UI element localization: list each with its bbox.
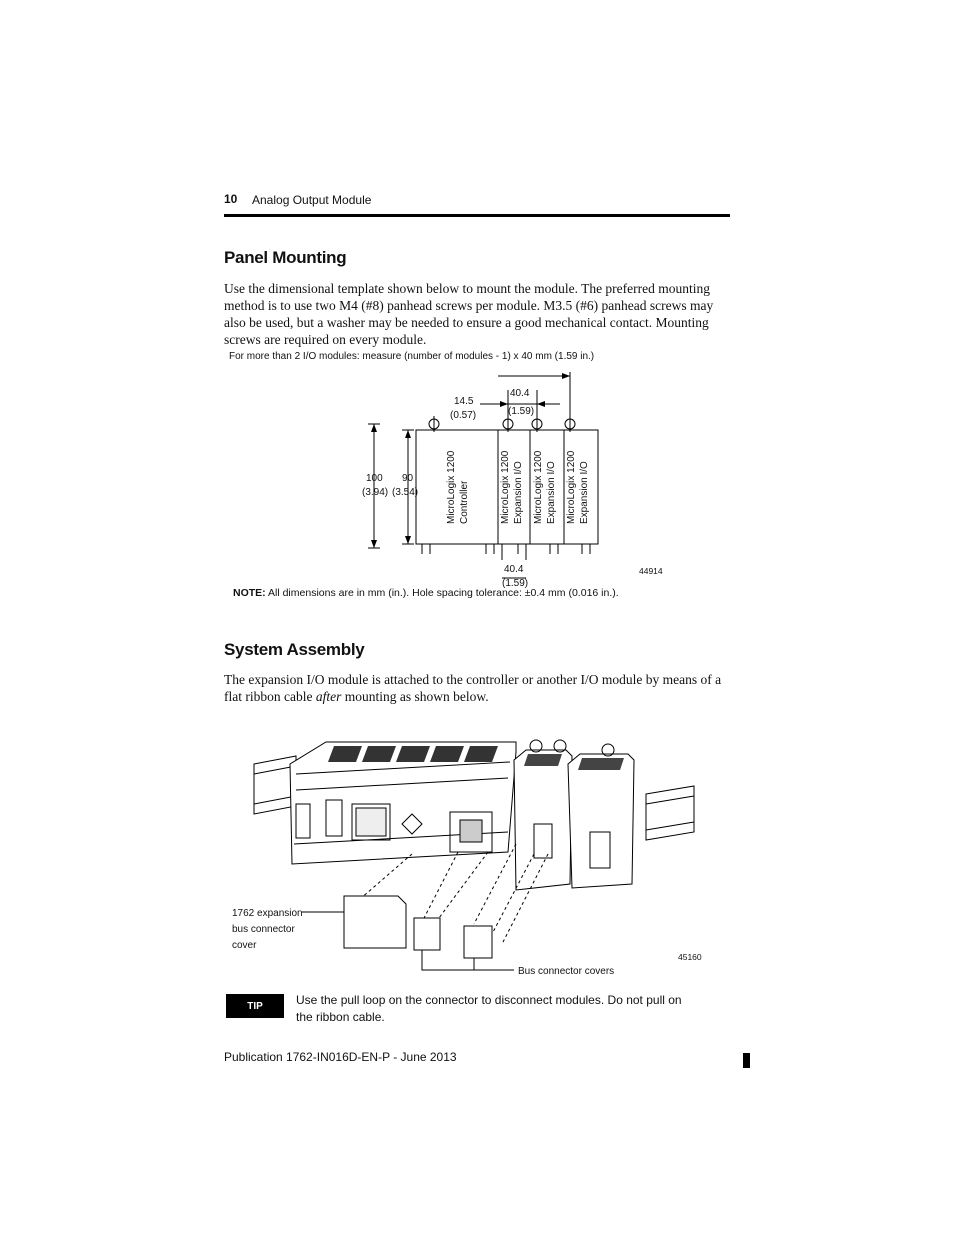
outer-height-dimension: 100 bbox=[366, 473, 383, 484]
module-label: MicroLogix 1200 bbox=[446, 450, 457, 524]
system-assembly-paragraph: The expansion I/O module is attached to the controller or another I/O module by means of a flat ribbon cable after mounting as shown below. bbox=[224, 672, 722, 704]
bus-connector-cover bbox=[414, 918, 440, 950]
page-edge-marker bbox=[743, 1053, 750, 1068]
controller-outline bbox=[416, 430, 498, 544]
dimension-note bbox=[233, 587, 619, 599]
tip-text: Use the pull loop on the connector to disconnect modules. Do not pull on the ribbon cable. bbox=[296, 993, 682, 1024]
cover-label-line3: cover bbox=[232, 940, 257, 951]
note-label: NOTE: bbox=[233, 587, 266, 599]
bottom-spacing-dimension: 40.4 bbox=[504, 564, 524, 575]
bus-connector-cover bbox=[464, 926, 492, 958]
module-label: MicroLogix 1200 bbox=[533, 450, 544, 524]
module-label: Expansion I/O bbox=[579, 461, 590, 524]
bottom-spacing-dimension-inches: (1.59) bbox=[502, 578, 529, 589]
figure-number: 44914 bbox=[639, 566, 663, 576]
header-rule bbox=[224, 214, 730, 217]
publication-footer: Publication 1762-IN016D-EN-P - June 2013 bbox=[224, 1050, 457, 1064]
tip-badge: TIP bbox=[226, 994, 284, 1018]
top-spacing-dimension-inches: (1.59) bbox=[508, 406, 535, 417]
module-label: Expansion I/O bbox=[546, 461, 557, 524]
expansion-bus-connector-cover bbox=[344, 896, 406, 948]
expansion-module-1 bbox=[514, 750, 572, 890]
bus-covers-label: Bus connector covers bbox=[518, 966, 615, 977]
top-spacing-dimension: 40.4 bbox=[510, 388, 530, 399]
system-assembly-heading: System Assembly bbox=[224, 640, 365, 659]
module-label: Controller bbox=[459, 480, 470, 524]
cover-label-line1: 1762 expansion bbox=[232, 908, 303, 919]
emphasis: after bbox=[315, 689, 342, 704]
offset-dimension-inches: (0.57) bbox=[450, 410, 477, 421]
din-rail-right bbox=[646, 786, 694, 840]
system-assembly-illustration bbox=[226, 734, 726, 984]
panel-mounting-paragraph: Use the dimensional template shown below to mount the module. The preferred mounting method is to use two M4 (#8) panhead screws per module. M3.5 (#6) panhead screws may also be used, but a washer may be needed to ensure a good mechanical contact. Mounting screws are required on every module. bbox=[224, 281, 714, 347]
inner-height-dimension: 90 bbox=[402, 473, 414, 484]
outer-height-dimension-inches: (3.94) bbox=[362, 487, 389, 498]
figure-number: 45160 bbox=[678, 952, 702, 962]
offset-dimension: 14.5 bbox=[454, 396, 474, 407]
note-text: All dimensions are in mm (in.). Hole spacing tolerance: ±0.4 mm (0.016 in.). bbox=[265, 587, 619, 599]
cover-label-line2: bus connector bbox=[232, 924, 295, 935]
module-label: MicroLogix 1200 bbox=[500, 450, 511, 524]
dimensional-template-figure bbox=[340, 368, 680, 590]
inner-height-dimension-inches: (3.54) bbox=[392, 487, 419, 498]
running-header-title: Analog Output Module bbox=[252, 193, 372, 207]
panel-mounting-heading: Panel Mounting bbox=[224, 248, 347, 267]
page-number: 10 bbox=[224, 192, 238, 206]
module-label: Expansion I/O bbox=[513, 461, 524, 524]
module-label: MicroLogix 1200 bbox=[566, 450, 577, 524]
dimension-figure-caption: For more than 2 I/O modules: measure (number of modules - 1) x 40 mm (1.59 in.) bbox=[229, 351, 595, 362]
